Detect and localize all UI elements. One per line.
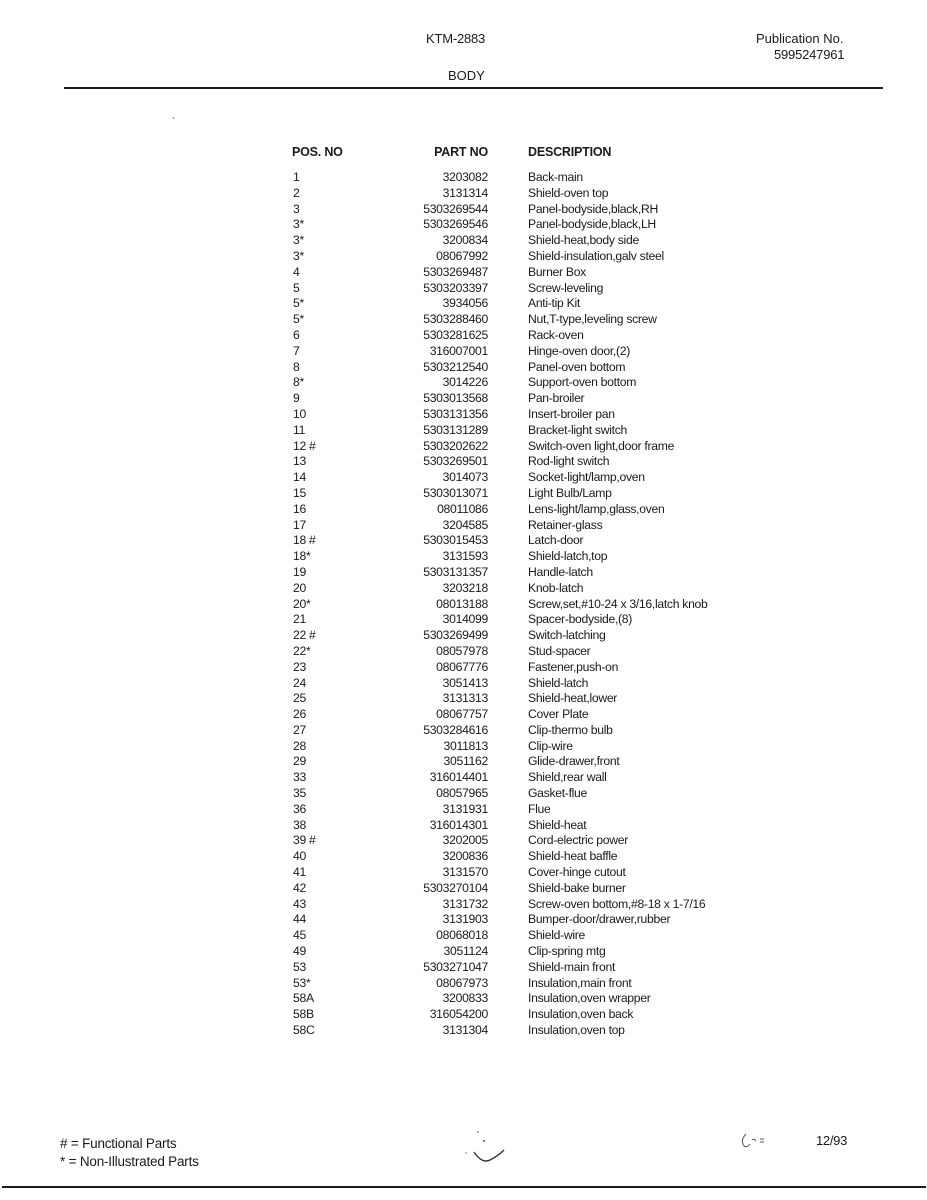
part-number: 5303269544 [423,201,488,216]
position-number: 41 [293,865,306,880]
part-number: 08067992 [436,248,488,263]
position-number: 24 [293,675,306,690]
part-description: Shield-oven top [528,185,609,200]
part-number: 5303131289 [423,422,488,437]
table-row [280,249,760,265]
table-row [280,818,760,834]
section-title: BODY [448,68,485,83]
part-description: Shield,rear wall [528,770,607,785]
table-row [280,454,760,470]
part-description: Shield-heat baffle [528,849,618,864]
part-number: 3014099 [442,612,488,627]
table-row [280,691,760,707]
position-number: 8 [293,359,300,374]
part-number: 3051162 [443,754,488,769]
table-row [280,486,760,502]
part-description: Shield-heat,body side [528,233,639,248]
part-number: 3200834 [442,233,488,248]
position-number: 3 [293,201,300,216]
part-number: 5303203397 [423,280,488,295]
header-divider [64,87,883,89]
position-number: 39 # [293,833,316,848]
part-number: 316014401 [429,770,488,785]
part-number: 3131570 [442,865,488,880]
part-number: 3203082 [442,170,488,184]
part-description: Screw-oven bottom,#8-18 x 1-7/16 [528,896,706,911]
position-number: 3* [293,233,304,248]
part-number: 3934056 [442,296,488,311]
position-number: 58A [293,991,314,1006]
table-row [280,233,760,249]
part-description: Light Bulb/Lamp [528,485,612,500]
table-row [280,849,760,865]
position-number: 36 [293,801,306,816]
position-number: 16 [293,501,306,516]
position-number: 7 [293,343,300,358]
part-number: 08013188 [436,596,488,611]
table-row [280,296,760,312]
footer-divider [2,1186,926,1188]
position-number: 53* [293,975,311,990]
part-description: Bumper-door/drawer,rubber [528,912,671,927]
table-body [280,170,760,1039]
table-row [280,676,760,692]
part-description: Flue [528,801,551,816]
position-number: 3* [293,217,304,232]
publication-number: 5995247961 [774,47,845,62]
position-number: 38 [293,817,306,832]
revision-date: 12/93 [816,1133,848,1148]
position-number: 49 [293,944,306,959]
position-number: 21 [293,612,306,627]
table-row [280,265,760,281]
position-number: 1 [293,170,300,184]
position-number: 27 [293,722,306,737]
position-number: 26 [293,707,306,722]
column-header-part: PART NO [434,145,488,159]
table-row [280,928,760,944]
position-number: 18* [293,549,311,564]
part-description: Shield-latch,top [528,549,608,564]
position-number: 20 [293,580,306,595]
part-description: Switch-oven light,door frame [528,438,675,453]
publication-label: Publication No. [756,31,844,46]
part-description: Insulation,main front [528,975,632,990]
table-row [280,1007,760,1023]
part-number: 5303269546 [423,217,488,232]
part-description: Glide-drawer,front [528,754,620,769]
part-description: Back-main [528,170,583,184]
part-number: 5303212540 [423,359,488,374]
position-number: 22 # [293,628,316,643]
table-row [280,991,760,1007]
part-number: 3131903 [442,912,488,927]
part-number: 316054200 [429,1007,488,1022]
position-number: 44 [293,912,306,927]
part-number: 5303269487 [423,264,488,279]
part-number: 3131732 [442,896,488,911]
part-description: Shield-heat,lower [528,691,618,706]
part-description: Handle-latch [528,564,593,579]
part-number: 3131313 [442,691,488,706]
parts-table [280,145,760,1039]
part-description: Shield-insulation,galv steel [528,248,664,263]
position-number: 22* [293,643,311,658]
table-row [280,660,760,676]
table-row [280,217,760,233]
part-description: Retainer-glass [528,517,603,532]
table-row [280,912,760,928]
position-number: 6 [293,327,300,342]
table-row [280,344,760,360]
handwritten-initials-icon [738,1130,778,1154]
position-number: 53 [293,959,306,974]
column-header-pos: POS. NO [292,145,343,159]
part-number: 3011813 [443,738,488,753]
part-number: 5303269501 [423,454,488,469]
part-description: Clip-thermo bulb [528,722,613,737]
position-number: 29 [293,754,306,769]
handwritten-scribble-icon [452,1126,512,1171]
part-description: Clip-wire [528,738,573,753]
part-number: 316007001 [429,343,488,358]
part-description: Nut,T-type,leveling screw [528,312,657,327]
part-description: Insulation,oven back [528,1007,634,1022]
position-number: 28 [293,738,306,753]
position-number: 3* [293,248,304,263]
part-description: Spacer-bodyside,(8) [528,612,633,627]
part-description: Socket-light/lamp,oven [528,470,645,485]
position-number: 2 [293,185,300,200]
table-row [280,707,760,723]
table-row [280,202,760,218]
table-row [280,754,760,770]
position-number: 45 [293,928,306,943]
table-row [280,723,760,739]
table-header [280,145,760,167]
table-row [280,518,760,534]
part-number: 3051413 [442,675,488,690]
position-number: 4 [293,264,300,279]
part-number: 3202005 [442,833,488,848]
part-number: 3131314 [442,185,488,200]
part-number: 3131593 [442,549,488,564]
position-number: 14 [293,470,306,485]
part-number: 3200836 [442,849,488,864]
part-number: 5303013071 [423,485,488,500]
position-number: 43 [293,896,306,911]
part-number: 08067776 [436,659,488,674]
position-number: 58C [293,1023,315,1038]
table-row [280,802,760,818]
part-description: Shield-latch [528,675,589,690]
table-row [280,897,760,913]
part-number: 5303202622 [423,438,488,453]
part-description: Rod-light switch [528,454,610,469]
part-number: 5303288460 [423,312,488,327]
part-description: Latch-door [528,533,584,548]
model-number: KTM-2883 [426,31,486,46]
part-description: Burner Box [528,264,586,279]
position-number: 8* [293,375,304,390]
part-description: Cover Plate [528,707,589,722]
table-row [280,312,760,328]
position-number: 19 [293,564,306,579]
table-row [280,186,760,202]
position-number: 23 [293,659,306,674]
legend-non-illustrated-parts: * = Non-Illustrated Parts [60,1154,199,1169]
position-number: 58B [293,1007,314,1022]
part-number: 08067973 [436,975,488,990]
part-number: 3131931 [442,801,488,816]
table-row [280,833,760,849]
part-number: 5303131357 [423,564,488,579]
part-number: 5303013568 [423,391,488,406]
part-description: Panel-oven bottom [528,359,626,374]
table-row [280,976,760,992]
table-row [280,770,760,786]
column-header-description: DESCRIPTION [528,145,612,159]
table-row [280,391,760,407]
table-row [280,170,760,186]
part-description: Stud-spacer [528,643,591,658]
part-number: 3204585 [442,517,488,532]
part-description: Panel-bodyside,black,LH [528,217,656,232]
part-description: Bracket-light switch [528,422,627,437]
part-description: Clip-spring mtg [528,944,606,959]
part-number: 3131304 [442,1023,488,1038]
part-number: 3014073 [442,470,488,485]
table-row [280,944,760,960]
part-description: Panel-bodyside,black,RH [528,201,658,216]
part-description: Lens-light/lamp,glass,oven [528,501,665,516]
table-row [280,549,760,565]
table-row [280,628,760,644]
position-number: 40 [293,849,306,864]
part-description: Shield-main front [528,959,616,974]
part-description: Shield-wire [528,928,585,943]
part-description: Fastener,push-on [528,659,619,674]
table-row [280,1023,760,1039]
part-number: 3203218 [442,580,488,595]
part-description: Switch-latching [528,628,606,643]
table-row [280,423,760,439]
part-number: 08068018 [436,928,488,943]
position-number: 25 [293,691,306,706]
part-description: Rack-oven [528,327,584,342]
table-row [280,881,760,897]
table-row [280,786,760,802]
part-description: Knob-latch [528,580,584,595]
position-number: 35 [293,786,306,801]
position-number: 17 [293,517,306,532]
part-number: 5303284616 [423,722,488,737]
part-description: Anti-tip Kit [528,296,580,311]
part-description: Insulation,oven top [528,1023,625,1038]
position-number: 13 [293,454,306,469]
position-number: 5* [293,312,304,327]
part-description: Hinge-oven door,(2) [528,343,631,358]
part-description: Cover-hinge cutout [528,865,626,880]
part-number: 3051124 [443,944,488,959]
position-number: 5* [293,296,304,311]
table-row [280,865,760,881]
part-number: 08011086 [437,501,488,516]
part-number: 3200833 [442,991,488,1006]
position-number: 10 [293,406,306,421]
table-row [280,375,760,391]
table-row [280,597,760,613]
table-row [280,439,760,455]
part-number: 316014301 [429,817,488,832]
table-row [280,581,760,597]
part-number: 3014226 [442,375,488,390]
table-row [280,739,760,755]
position-number: 33 [293,770,306,785]
table-row [280,328,760,344]
table-row [280,644,760,660]
position-number: 42 [293,880,306,895]
part-number: 5303271047 [423,959,488,974]
table-row [280,533,760,549]
position-number: 15 [293,485,306,500]
part-description: Screw-leveling [528,280,604,295]
part-description: Shield-bake burner [528,880,626,895]
position-number: 20* [293,596,311,611]
legend-functional-parts: # = Functional Parts [60,1136,177,1151]
table-row [280,960,760,976]
position-number: 9 [293,391,300,406]
part-description: Cord-electric power [528,833,628,848]
table-row [280,360,760,376]
table-row [280,407,760,423]
part-description: Insulation,oven wrapper [528,991,651,1006]
part-number: 08057965 [436,786,488,801]
part-description: Shield-heat [528,817,587,832]
position-number: 18 # [293,533,316,548]
part-description: Pan-broiler [528,391,585,406]
part-number: 5303270104 [423,880,488,895]
table-row [280,281,760,297]
position-number: 12 # [293,438,316,453]
position-number: 5 [293,280,300,295]
part-number: 5303269499 [423,628,488,643]
scan-speck [172,117,175,119]
part-description: Support-oven bottom [528,375,637,390]
table-row [280,612,760,628]
part-number: 5303015453 [423,533,488,548]
position-number: 11 [293,422,306,437]
part-description: Insert-broiler pan [528,406,615,421]
table-row [280,470,760,486]
part-number: 5303131356 [423,406,488,421]
table-row [280,502,760,518]
part-description: Gasket-flue [528,786,588,801]
part-description: Screw,set,#10-24 x 3/16,latch knob [528,596,708,611]
part-number: 08067757 [436,707,488,722]
part-number: 08057978 [436,643,488,658]
part-number: 5303281625 [423,327,488,342]
table-row [280,565,760,581]
